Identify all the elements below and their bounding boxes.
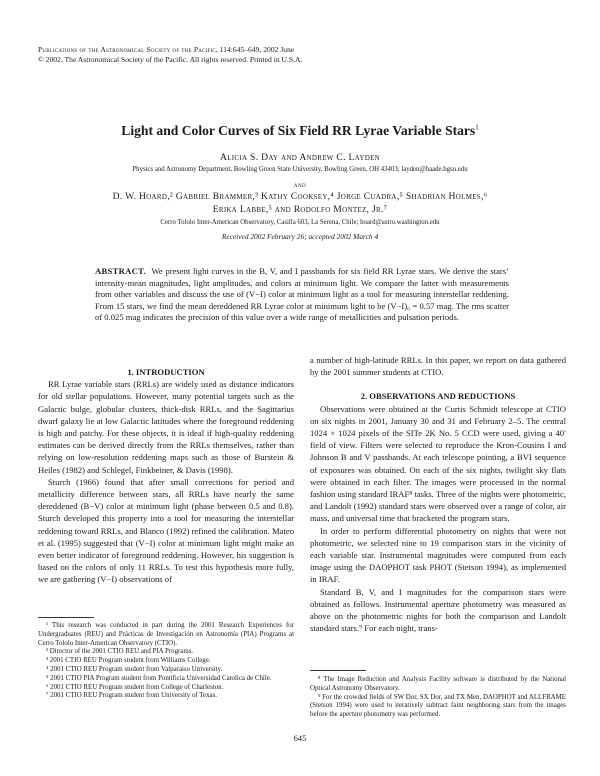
title-footnote-mark: 1 [475,123,479,132]
column-right [310,354,566,634]
authors-group-2-line-1: D. W. Hoard,² Gabriel Brammer,³ Kathy Cooksey,⁴ Jorge Cuadra,⁵ Shadrian Holmes,⁶ [112,191,488,202]
obs-paragraph-2: In order to perform differential photometry on nights that were not photometric, we selected nine to 19 comparison stars in the vicinity of each variable star. Instrumental magnitudes were computed from each image using the DAOPHOT task PHOT (Stetson 1994), as implemented in IRAF. [310,525,566,585]
section-heading-observations: 2. OBSERVATIONS AND REDUCTIONS [360,391,516,402]
affiliation-2: Cerro Tololo Inter-American Observatory, Casilla 603, La Serena, Chile; hoard@astro.washington.edu [160,219,440,226]
paper-title [0,123,600,139]
intro-paragraph-2: Sturch (1966) found that after small corrections for period and metallicity difference between stars, all RRLs have nearly the same dereddened (B−V) color at minimum light (phase between 0.5 and 0.8). Sturch developed this property into a tool for measuring the interstellar reddening toward RRLs, and Blanco (1992) refined the calibration. Mateo et al. (1995) suggested that (V−I) color at minimum light might make an even better indicator of foreground reddening. However, his suggestion is based on the colors of only 11 RRLs. To test this hypothesis more fully, we are gathering (V−I) observations of [38,476,294,585]
affiliation-1: Physics and Astronomy Department, Bowling Green State University, Bowling Green, OH 43403; layden@baade.bgsu.edu [132,166,468,173]
continued-paragraph: a number of high-latitude RRLs. In this paper, we report on data gathered by the 2001 summer students at CTIO. [310,355,566,378]
paper-title-text: Light and Color Curves of Six Field RR Lyrae Variable Stars [121,123,476,138]
journal-citation: , 114:645–649, 2002 June [215,45,295,54]
footnote-rule-left [38,617,94,618]
abstract [95,266,509,324]
and-separator: and [293,181,307,189]
authors-group-2-line-2: Erika Labbe,⁵ and Rodolfo Montez, Jr.⁷ [212,204,388,215]
column-left [38,366,294,586]
footnote-8: ⁸ The Image Reduction and Analysis Facility software is distributed by the National Optical Astronomy Observatory. [310,676,566,692]
received-dates: Received 2002 February 26; accepted 2002 March 4 [221,232,379,241]
footnotes-left [38,622,294,701]
footnote-2: ² Director of the 2001 CTIO REU and PIA Programs. [46,648,194,656]
footnote-4: ⁴ 2001 CTIO REU Program student from Valparaiso University. [46,665,223,673]
obs-paragraph-3: Standard B, V, and I magnitudes for the comparison stars were obtained as follows. Instrumental aperture photometry was measured as above on the photometric nights for both the comparison and Landolt standard stars.⁹ For each night, trans- [310,586,566,634]
abstract-text: We present light curves in the B, V, and I passbands for six field RR Lyrae stars. We derive the stars’ intensity-mean magnitudes, light amplitudes, and colors at minimum light. We compare the latter with measurements from other variables and discuss the use of (V−I) color at minimum light as a tool for measuring interstellar reddening. From 15 stars, we find the mean dereddened RR Lyrae color at minimum light to be (V−I)₀ = 0.57 mag. The rms scatter of 0.025 mag indicates the precision of this value over a wide range of metallicities and pulsation periods. [95,266,510,323]
obs-paragraph-1: Observations were obtained at the Curtis Schmidt telescope at CTIO on six nights in 2001, January 30 and 31 and February 2–5. The central 1024 × 1024 pixels of the SITe 2K No. 5 CCD were used, giving a 40′ field of view. Filters were selected to reproduce the Kron-Cousins I and Johnson B and V passbands. At each telescope pointing, a BVI sequence of exposures was obtained. On each of the six nights, twilight sky flats were obtained in each filter. The images were processed in the normal fashion using standard IRAF⁸ tasks. Three of the nights were photometric, and Landolt (1992) standard stars were observed over a range of color, air mass, and universal time that bracketed the program stars. [310,403,566,524]
journal-citation-line [38,45,302,55]
page-number: 645 [293,734,307,743]
footnote-9: ⁹ For the crowded fields of SW Dor, SX Dor, and TX Men, DAOPHOT and ALLFRAME (Stetson 1994) were used to iteratively subtract faint neighboring stars from the images before the aperture photometry was performed. [310,693,566,719]
footnote-6: ⁶ 2001 CTIO REU Program student from College of Charleston. [46,683,224,691]
intro-paragraph-1: RR Lyrae variable stars (RRLs) are widely used as distance indicators for old stellar populations. However, many potential targets such as the Galactic bulge, globular clusters, thick-disk RRLs, and the Sagittarius dwarf galaxy lie at low Galactic latitudes where the foreground reddening is high and patchy. For these objects, it is ideal if high-quality reddening estimates can be derived directly from the RRLs themselves, rather than relying on low-resolution reddening maps such as those of Burstein & Heiles (1982) and Schlegel, Finkbeiner, & Davis (1998). [38,379,294,475]
journal-name: Publications of the Astronomical Society of the Pacific [38,45,216,54]
footnote-3: ³ 2001 CTIO REU Program student from Williams College. [46,657,211,665]
journal-header [38,45,302,65]
footnotes-right [310,676,566,720]
authors-group-1: Alicia S. Day and Andrew C. Layden [219,152,381,163]
footnote-7: ⁷ 2001 CTIO REU Program student from University of Texas. [46,692,217,700]
section-heading-introduction: 1. INTRODUCTION [127,367,205,377]
abstract-label: ABSTRACT. [95,266,147,276]
copyright-line: © 2002. The Astronomical Society of the Pacific. All rights reserved. Printed in U.S.A. [38,55,303,64]
footnote-rule-right [310,670,366,671]
footnote-5: ⁵ 2001 CTIO PIA Program student from Pontificia Universidad Catolica de Chile. [46,674,272,682]
footnote-1: ¹ This research was conducted in part during the 2001 Research Experiences for Undergraduates (REU) and Prácticas de Investigación en Astronomía (PIA) Programs at Cerro Tololo Inter-American Observatory (CTIO). [38,622,294,647]
